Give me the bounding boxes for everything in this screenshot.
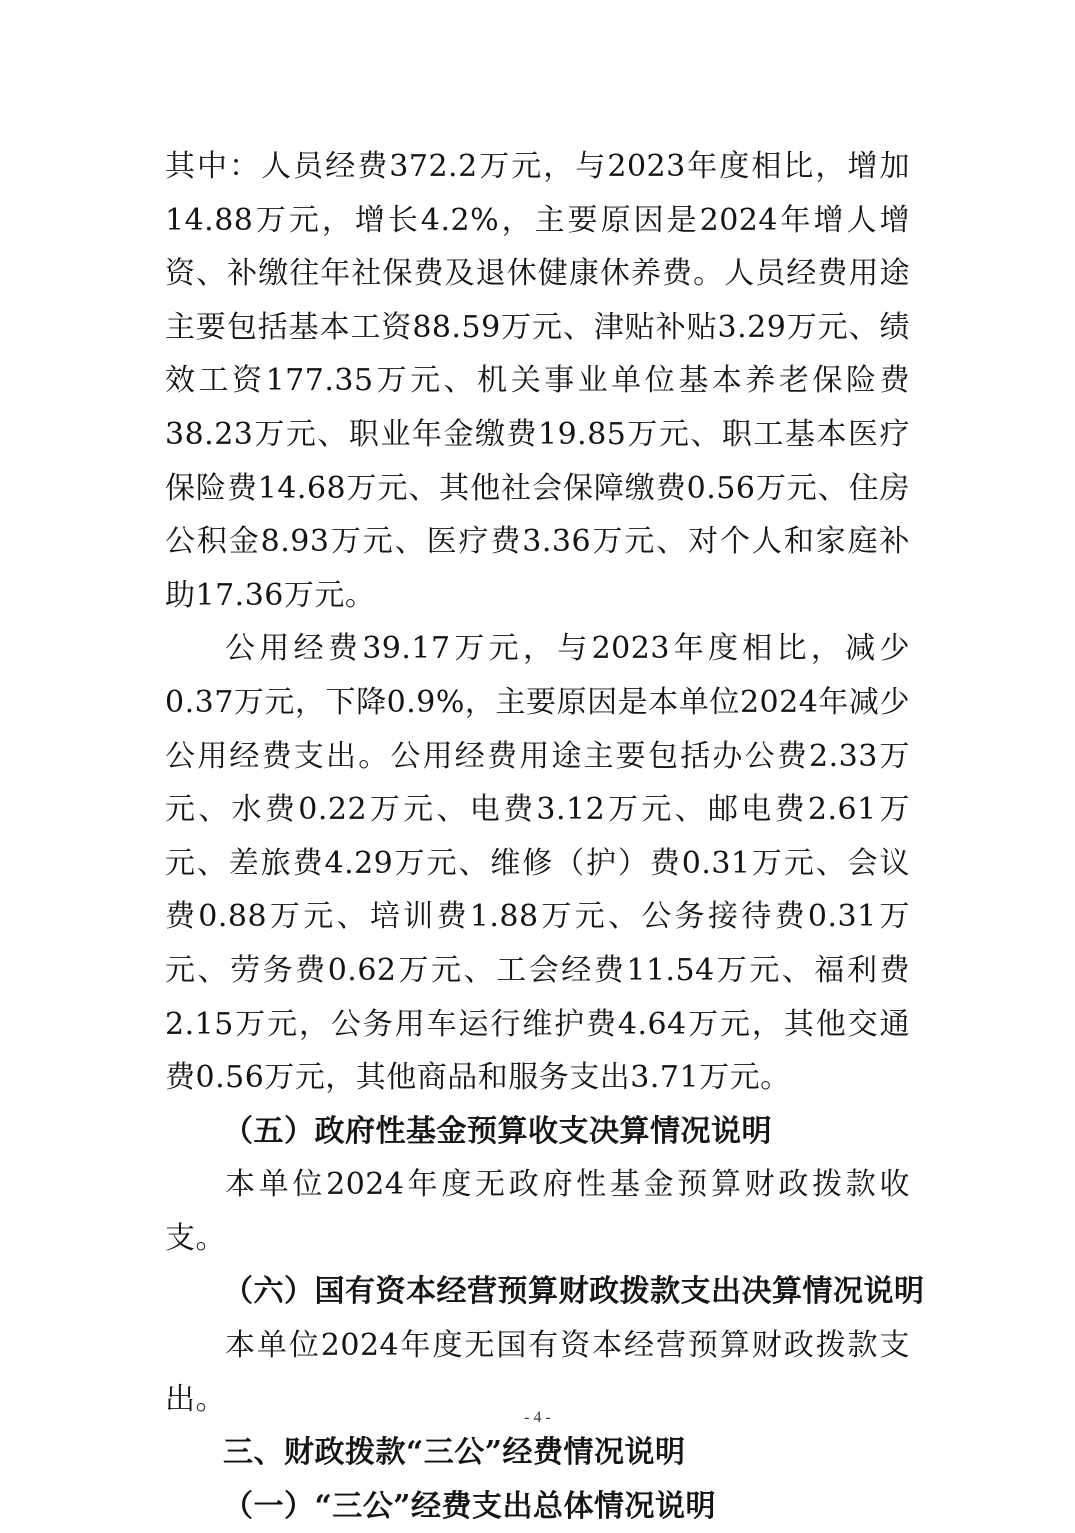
heading-three-public-overall: （一）“三公”经费支出总体情况说明 <box>223 1488 717 1524</box>
heading-three-public-expenses: 三、财政拨款“三公”经费情况说明 <box>223 1435 686 1471</box>
paragraph-personnel-expenses: 其中：人员经费372.2万元，与2023年度相比，增加14.88万元，增长4.2%，主要原因是2024年增人增资、补缴往年社保费及退休健康休养费。人员经费用途主要包括基本工资88.59万元、津贴补贴3.29万元、绩效工资177.35万元、机关事业单位基本养老保险费38.23万元、职业年金缴费19.85万元、职工基本医疗保险费14.68万元、其他社会保障缴费0.56万元、住房公积金8.93万元、医疗费3.36万元、对个人和家庭补助17.36万元。 <box>165 149 910 613</box>
paragraph-public-expenses: 公用经费39.17万元，与2023年度相比，减少0.37万元，下降0.9%，主要原因是本单位2024年减少公用经费支出。公用经费用途主要包括办公费2.33万元、水费0.22万元、电费3.12万元、邮电费2.61万元、差旅费4.29万元、维修（护）费0.31万元、会议费0.88万元、培训费1.88万元、公务接待费0.31万元、劳务费0.62万元、工会经费11.54万元、福利费2.15万元，公务用车运行维护费4.64万元，其他交通费0.56万元，其他商品和服务支出3.71万元。 <box>165 631 910 1096</box>
paragraph-state-capital-budget: 本单位2024年度无国有资本经营预算财政拨款支出。 <box>165 1328 910 1417</box>
heading-state-capital-budget: （六）国有资本经营预算财政拨款支出决算情况说明 <box>223 1274 925 1310</box>
page-number: - 4 - <box>524 1409 551 1426</box>
paragraph-government-fund-budget: 本单位2024年度无政府性基金预算财政拨款收支。 <box>165 1167 910 1256</box>
document-body <box>165 140 925 1533</box>
heading-government-fund-budget: （五）政府性基金预算收支决算情况说明 <box>223 1113 772 1149</box>
